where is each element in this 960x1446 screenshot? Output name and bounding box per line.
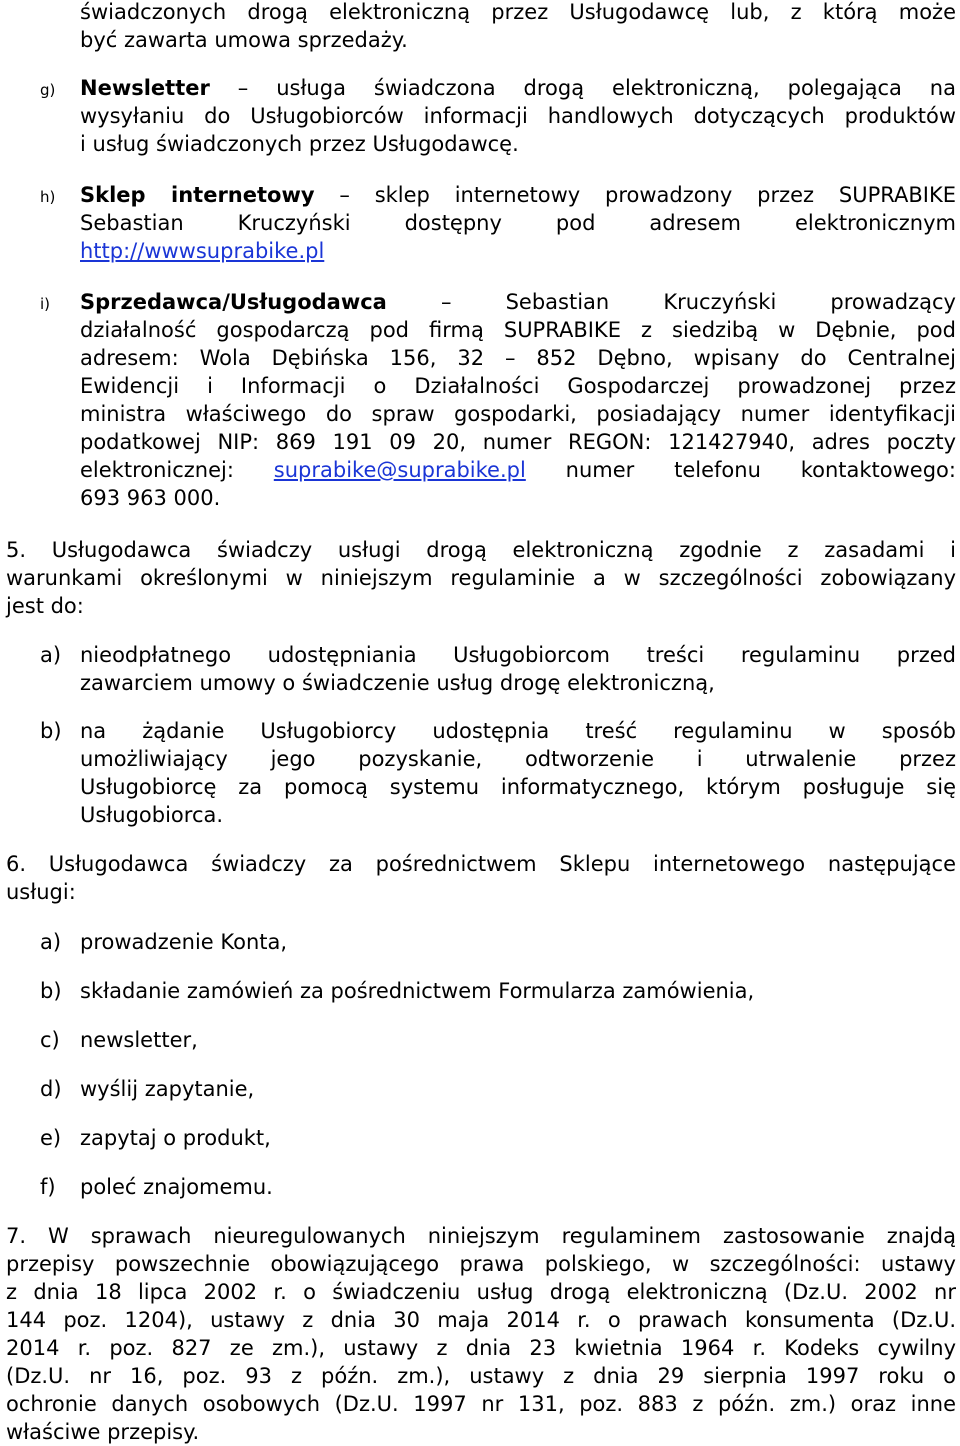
text-line: adresem: Wola Dębińska 156, 32 – 852 Dębno, wpisany do Centralnej <box>80 346 956 370</box>
list-item: wyślij zapytanie, <box>80 1077 255 1101</box>
list-marker: a) <box>40 643 62 667</box>
text-line: właściwe przepisy. <box>6 1420 200 1444</box>
text-line: 693 963 000. <box>80 486 221 510</box>
text-line: ministra właściwego do spraw gospodarki, posiadający numer identyfikacji <box>80 402 956 426</box>
text-line: nieodpłatnego udostępniania Usługobiorcom treści regulaminu przed <box>80 643 956 667</box>
text-line: na żądanie Usługobiorcy udostępnia treść regulaminu w sposób <box>80 719 956 743</box>
text-line: podatkowej NIP: 869 191 09 20, numer REGON: 121427940, adres poczty <box>80 430 956 454</box>
text-line: zawarciem umowy o świadczenie usług drogę elektroniczną, <box>80 671 715 695</box>
text-line: 6. Usługodawca świadczy za pośrednictwem Sklepu internetowego następujące <box>6 852 956 876</box>
section-5 <box>6 536 956 620</box>
list-marker: b) <box>40 979 62 1003</box>
text-line: Usługobiorca. <box>80 803 224 827</box>
definition-term: Newsletter <box>80 76 210 100</box>
section-6 <box>6 850 956 906</box>
text-line: umożliwiający jego pozyskanie, odtworzenie i utrwalenie przez <box>80 747 956 771</box>
text-line: świadczonych drogą elektroniczną przez Usługodawcę lub, z którą może <box>80 0 956 24</box>
text-line: i usług świadczonych przez Usługodawcę. <box>80 132 519 156</box>
list-marker: h) <box>40 188 56 206</box>
list-item: prowadzenie Konta, <box>80 930 288 954</box>
definition-term: Sprzedawca/Usługodawca <box>80 290 387 314</box>
section-5-item-b <box>80 717 956 829</box>
text-line: działalność gospodarczą pod firmą SUPRABIKE z siedzibą w Dębnie, pod <box>80 318 956 342</box>
continuation-paragraph <box>80 0 956 54</box>
text-line: Sebastian Kruczyński dostępny pod adresem elektronicznym <box>80 211 956 235</box>
section-5-item-a <box>80 641 956 697</box>
list-marker: b) <box>40 719 62 743</box>
list-item: newsletter, <box>80 1028 198 1052</box>
text-line: 5. Usługodawca świadczy usługi drogą elektroniczną zgodnie z zasadami i <box>6 538 956 562</box>
definition-term: Sklep internetowy <box>80 183 315 207</box>
list-marker: d) <box>40 1077 62 1101</box>
text-fragment: elektronicznej: <box>80 458 234 482</box>
text-line: Usługobiorcę za pomocą systemu informatycznego, którym posługuje się <box>80 775 956 799</box>
shop-url-link[interactable]: http://wwwsuprabike.pl <box>80 239 325 263</box>
text-line: jest do: <box>6 594 84 618</box>
definition-text: – Sebastian Kruczyński prowadzący <box>440 290 956 314</box>
definition-text: – usługa świadczona drogą elektroniczną, polegająca na <box>237 76 956 100</box>
list-marker: c) <box>40 1028 60 1052</box>
definition-sprzedawca <box>80 288 956 512</box>
text-line: wysyłaniu do Usługobiorców informacji handlowych dotyczących produktów <box>80 104 956 128</box>
text-line: Ewidencji i Informacji o Działalności Gospodarczej prowadzonej przez <box>80 374 956 398</box>
text-line: ochronie danych osobowych (Dz.U. 1997 nr 131, poz. 883 z późn. zm.) oraz inne <box>6 1392 956 1416</box>
list-marker: a) <box>40 930 62 954</box>
text-line: 2014 r. poz. 827 ze zm.), ustawy z dnia 23 kwietnia 1964 r. Kodeks cywilny <box>6 1336 956 1360</box>
list-item: składanie zamówień za pośrednictwem Formularza zamówienia, <box>80 979 755 1003</box>
email-link[interactable]: suprabike@suprabike.pl <box>273 458 526 482</box>
list-marker: f) <box>40 1175 56 1199</box>
list-marker: i) <box>40 295 51 313</box>
text-line: warunkami określonymi w niniejszym regulaminie a w szczególności zobowiązany <box>6 566 956 590</box>
list-marker: g) <box>40 81 56 99</box>
text-fragment: numer telefonu kontaktowego: <box>565 458 956 482</box>
list-marker: e) <box>40 1126 62 1150</box>
text-line: z dnia 18 lipca 2002 r. o świadczeniu usług drogą elektroniczną (Dz.U. 2002 nr <box>6 1280 956 1304</box>
definition-sklep-internetowy <box>80 181 956 265</box>
text-line: 7. W sprawach nieuregulowanych niniejszym regulaminem zastosowanie znajdą <box>6 1224 956 1248</box>
list-item: zapytaj o produkt, <box>80 1126 271 1150</box>
text-line: (Dz.U. nr 16, poz. 93 z późn. zm.), ustawy z dnia 29 sierpnia 1997 roku o <box>6 1364 956 1388</box>
list-item: poleć znajomemu. <box>80 1175 273 1199</box>
text-line: usługi: <box>6 880 76 904</box>
text-line: przepisy powszechnie obowiązującego prawa polskiego, w szczególności: ustawy <box>6 1252 956 1276</box>
section-7 <box>6 1222 956 1446</box>
text-line: 144 poz. 1204), ustawy z dnia 30 maja 2014 r. o prawach konsumenta (Dz.U. <box>6 1308 956 1332</box>
text-line: być zawarta umowa sprzedaży. <box>80 28 408 52</box>
definition-newsletter <box>80 74 956 158</box>
definition-text: – sklep internetowy prowadzony przez SUPRABIKE <box>339 183 956 207</box>
